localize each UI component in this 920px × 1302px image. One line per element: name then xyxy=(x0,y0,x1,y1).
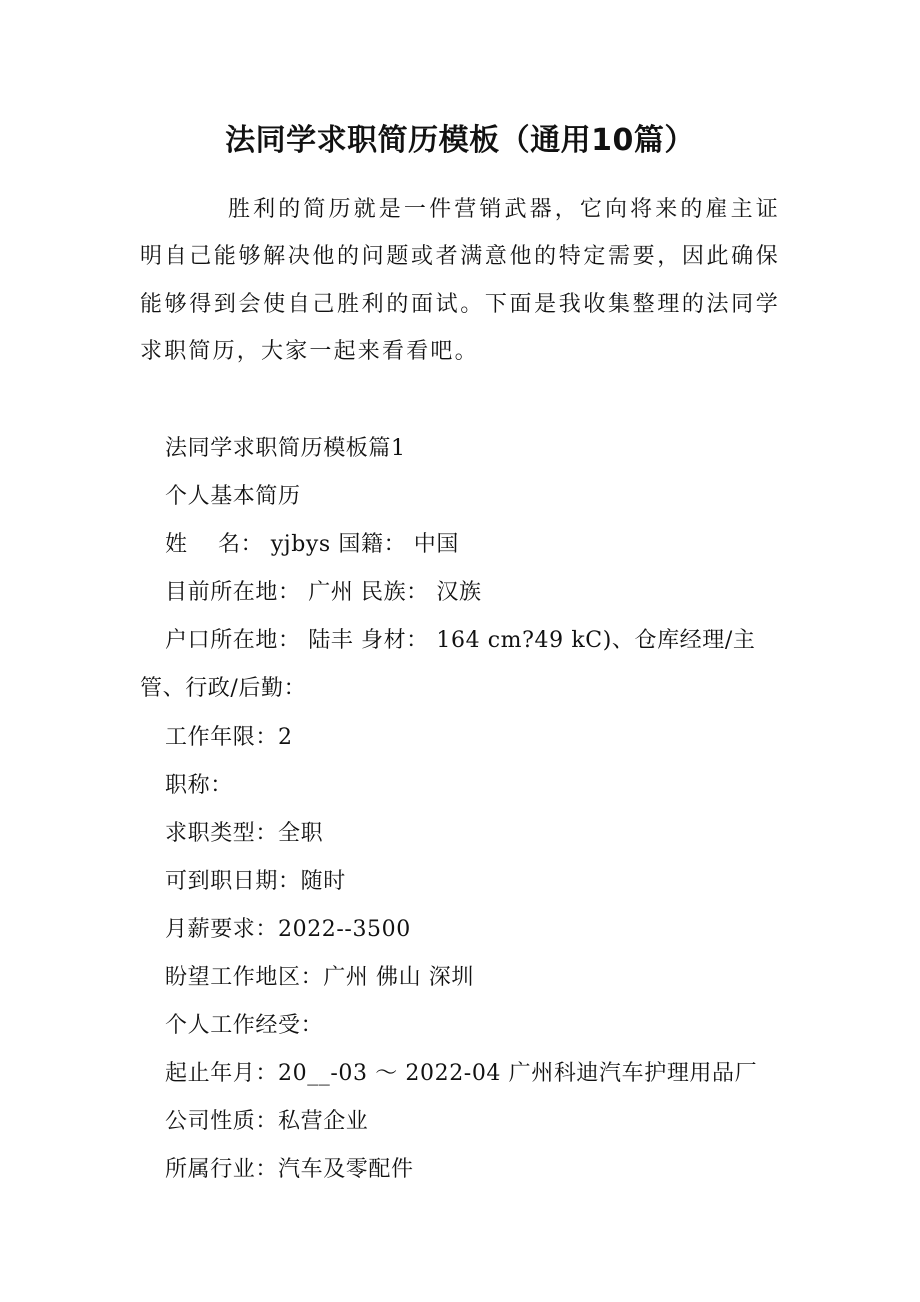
sub-heading: 个人基本简历 xyxy=(165,484,301,509)
job-type-line: 求职类型：全职 xyxy=(165,821,324,846)
work-area-line: 盼望工作地区：广州 佛山 深圳 xyxy=(165,965,474,990)
hukou-line: 户口所在地： 陆丰 身材： 164 cm?49 kC)、仓库经理/主管、行政/后勤： xyxy=(140,628,756,701)
experience-heading: 个人工作经受： xyxy=(165,1013,324,1038)
document-title: 法同学求职简历模板（通用10篇） xyxy=(225,123,695,158)
job-title-line: 职称： xyxy=(165,773,233,798)
available-date-line: 可到职日期：随时 xyxy=(165,869,346,894)
section-heading: 法同学求职简历模板篇1 xyxy=(165,436,406,461)
name-line: 姓 名： yjbys 国籍： 中国 xyxy=(165,532,460,557)
work-years-line: 工作年限：2 xyxy=(165,725,293,750)
period-line: 起止年月：20__-03 ～ 2022-04 广州科迪汽车护理用品厂 xyxy=(165,1061,758,1086)
salary-line: 月薪要求：2022--3500 xyxy=(165,917,411,942)
intro-paragraph: 胜利的简历就是一件营销武器，它向将来的雇主证明自己能够解决他的问题或者满意他的特定需要，因此确保能够得到会使自己胜利的面试。下面是我收集整理的法同学求职简历，大家一起来看看吧。 xyxy=(140,197,780,364)
location-line: 目前所在地： 广州 民族： 汉族 xyxy=(165,580,482,605)
company-nature-line: 公司性质：私营企业 xyxy=(165,1109,369,1134)
industry-line: 所属行业：汽车及零配件 xyxy=(165,1157,414,1182)
